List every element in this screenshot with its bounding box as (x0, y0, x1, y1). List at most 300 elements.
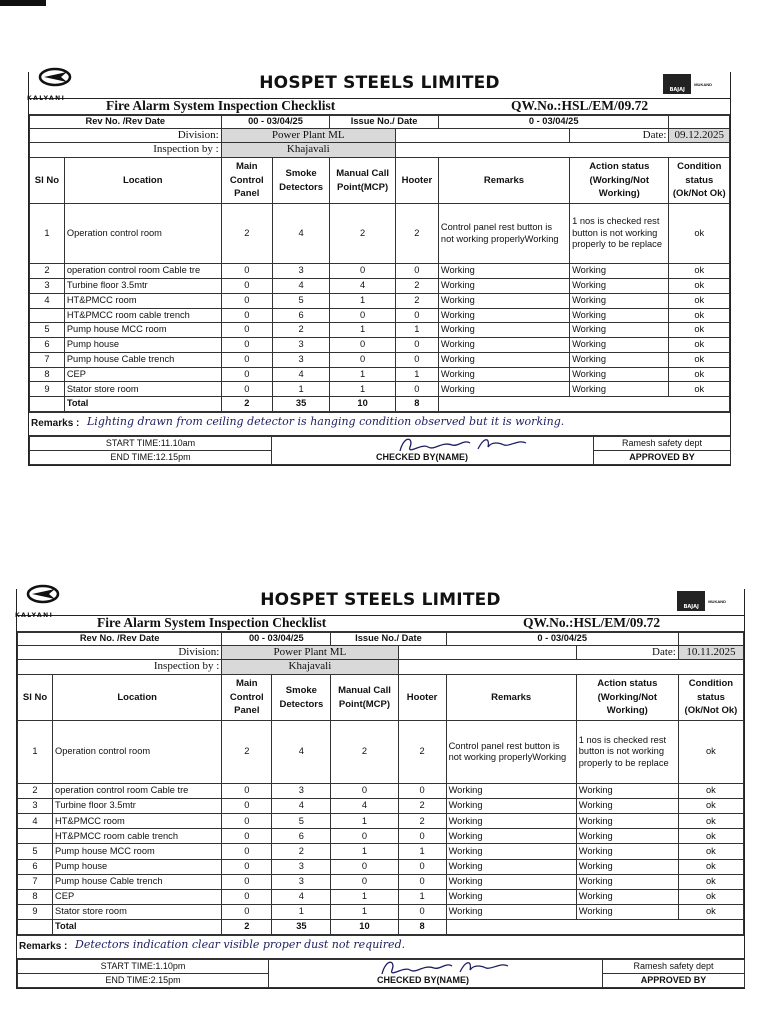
row-main-control-panel: 0 (222, 889, 272, 904)
row-smoke-detectors: 4 (272, 367, 329, 382)
row-smoke-detectors: 1 (272, 382, 329, 397)
row-smoke-detectors: 4 (272, 204, 329, 264)
table-row (30, 338, 730, 353)
row-smoke-detectors: 3 (272, 874, 331, 889)
signoff-table (17, 959, 745, 988)
inspection-table (17, 632, 744, 935)
rev-row-blank (678, 633, 743, 646)
row-sl-no: 1 (30, 204, 65, 264)
row-smoke-detectors: 6 (272, 829, 331, 844)
row-remarks: Working (438, 352, 569, 367)
row-action-status: Working (576, 799, 678, 814)
row-smoke-detectors: 4 (272, 799, 331, 814)
table-row (30, 323, 730, 338)
row-remarks: Working (438, 308, 569, 323)
row-location: operation control room Cable tre (64, 264, 221, 279)
approved-by-label: APPROVED BY (594, 451, 731, 465)
column-header-sl: Sl No (18, 675, 53, 721)
row-main-control-panel: 0 (221, 278, 272, 293)
issue-value: 0 - 03/04/25 (438, 116, 669, 129)
row-hooter: 2 (395, 293, 438, 308)
row-smoke-detectors: 3 (272, 784, 331, 799)
row-hooter: 0 (398, 784, 446, 799)
row-hooter: 0 (395, 264, 438, 279)
start-time: START TIME:11.10am (30, 437, 272, 451)
row-manual-call-point: 1 (331, 814, 398, 829)
row-sl-no: 1 (18, 721, 53, 784)
row-hooter: 0 (398, 859, 446, 874)
division-row (18, 645, 744, 660)
table-row (18, 859, 744, 874)
inspection-by-row (30, 143, 730, 158)
approver-name: Ramesh safety dept (603, 960, 745, 974)
row-main-control-panel: 0 (221, 352, 272, 367)
row-manual-call-point: 2 (330, 204, 396, 264)
row-main-control-panel: 0 (221, 338, 272, 353)
checked-by-label: CHECKED BY(NAME) (377, 974, 469, 985)
row-manual-call-point: 1 (331, 844, 398, 859)
title-row (29, 99, 730, 115)
row-main-control-panel: 0 (222, 904, 272, 919)
row-action-status: 1 nos is checked rest button is not working properly to be replace (576, 721, 678, 784)
row-condition-status: ok (669, 308, 730, 323)
row-remarks: Working (446, 859, 576, 874)
column-header-sl: Sl No (30, 158, 65, 204)
row-action-status: Working (570, 382, 669, 397)
total-smoke-detectors: 35 (272, 919, 331, 934)
row-main-control-panel: 0 (221, 367, 272, 382)
row-hooter: 0 (398, 904, 446, 919)
row-manual-call-point: 1 (331, 904, 398, 919)
row-sl-no: 6 (30, 338, 65, 353)
column-header-action: Action status (Working/Not Working) (576, 675, 678, 721)
total-manual-call-point: 10 (330, 397, 396, 412)
inspection-by-value: Khajavali (222, 660, 398, 675)
row-smoke-detectors: 3 (272, 859, 331, 874)
row-smoke-detectors: 4 (272, 721, 331, 784)
table-row (30, 204, 730, 264)
column-header-smoke: Smoke Detectors (272, 675, 331, 721)
column-header-smoke: Smoke Detectors (272, 158, 329, 204)
total-smoke-detectors: 35 (272, 397, 329, 412)
row-manual-call-point: 0 (331, 874, 398, 889)
division-label: Division: (30, 128, 222, 143)
table-row (18, 829, 744, 844)
row-manual-call-point: 0 (330, 338, 396, 353)
row-main-control-panel: 0 (221, 308, 272, 323)
row-condition-status: ok (678, 799, 743, 814)
row-hooter: 0 (395, 382, 438, 397)
remarks-section (17, 935, 744, 959)
column-header-location: Location (53, 675, 222, 721)
row-action-status: Working (576, 889, 678, 904)
qw-number: QW.No.:HSL/EM/09.72 (511, 98, 649, 113)
company-name: HOSPET STEELS LIMITED (260, 590, 501, 610)
row-location: Pump house (64, 338, 221, 353)
row-hooter: 2 (398, 814, 446, 829)
row-hooter: 1 (395, 367, 438, 382)
date-value: 10.11.2025 (678, 645, 743, 660)
row-main-control-panel: 2 (222, 721, 272, 784)
inspection-table (29, 115, 730, 412)
row-location: CEP (53, 889, 222, 904)
row-main-control-panel: 0 (221, 382, 272, 397)
column-header-condition: Condition status (Ok/Not Ok) (669, 158, 730, 204)
form-title: Fire Alarm System Inspection Checklist (97, 615, 327, 630)
row-condition-status: ok (678, 904, 743, 919)
division-row-blank (395, 128, 569, 143)
row-smoke-detectors: 2 (272, 844, 331, 859)
row-location: Pump house Cable trench (64, 352, 221, 367)
row-main-control-panel: 0 (222, 784, 272, 799)
row-remarks: Working (438, 338, 569, 353)
row-action-status: Working (570, 323, 669, 338)
row-main-control-panel: 0 (222, 844, 272, 859)
bajaj-logo-text: BAJAJ (677, 591, 705, 611)
row-smoke-detectors: 5 (272, 293, 329, 308)
row-main-control-panel: 0 (222, 874, 272, 889)
row-action-status: Working (576, 829, 678, 844)
signoff-table (29, 436, 731, 465)
row-hooter: 0 (398, 829, 446, 844)
table-row (30, 278, 730, 293)
row-hooter: 0 (395, 352, 438, 367)
bajaj-logo-text: BAJAJ (663, 74, 691, 94)
row-action-status: Working (570, 264, 669, 279)
table-row (30, 367, 730, 382)
title-row (17, 616, 744, 632)
row-hooter: 2 (395, 278, 438, 293)
total-label: Total (64, 397, 221, 412)
row-location: HT&PMCC room cable trench (64, 308, 221, 323)
table-row (18, 889, 744, 904)
row-sl-no: 2 (30, 264, 65, 279)
row-hooter: 2 (395, 204, 438, 264)
column-header-row (18, 675, 744, 721)
mukand-logo-text: MUKAND (694, 81, 712, 87)
row-condition-status: ok (669, 293, 730, 308)
column-header-condition: Condition status (Ok/Not Ok) (678, 675, 743, 721)
bajaj-logo (663, 74, 712, 94)
row-manual-call-point: 1 (330, 293, 396, 308)
table-row (18, 844, 744, 859)
row-smoke-detectors: 2 (272, 323, 329, 338)
row-sl-no: 9 (18, 904, 53, 919)
row-manual-call-point: 0 (330, 308, 396, 323)
table-row (18, 784, 744, 799)
handwritten-remarks: Detectors indication clear visible proper dust not required. (75, 938, 406, 952)
row-condition-status: ok (669, 204, 730, 264)
column-header-manual: Manual Call Point(MCP) (330, 158, 396, 204)
row-location: Pump house MCC room (64, 323, 221, 338)
row-condition-status: ok (669, 338, 730, 353)
checklist-sheet-1 (28, 72, 731, 466)
row-sl-no: 3 (30, 278, 65, 293)
total-row-blank (18, 919, 53, 934)
total-row-blank (30, 397, 65, 412)
end-time: END TIME:12.15pm (30, 451, 272, 465)
row-condition-status: ok (678, 889, 743, 904)
table-row (30, 382, 730, 397)
table-row (18, 904, 744, 919)
row-action-status: Working (576, 874, 678, 889)
total-row-blank-2 (438, 397, 729, 412)
table-row (30, 264, 730, 279)
row-manual-call-point: 0 (331, 784, 398, 799)
issue-label: Issue No./ Date (330, 116, 439, 129)
row-action-status: Working (570, 338, 669, 353)
handwritten-remarks: Lighting drawn from ceiling detector is hanging condition observed but it is working. (87, 415, 565, 429)
row-location: Pump house Cable trench (53, 874, 222, 889)
rev-label: Rev No. /Rev Date (18, 633, 222, 646)
bajaj-logo (677, 591, 726, 611)
row-manual-call-point: 0 (331, 859, 398, 874)
row-sl-no: 8 (30, 367, 65, 382)
row-remarks: Working (446, 889, 576, 904)
division-value: Power Plant ML (221, 128, 395, 143)
total-label: Total (53, 919, 222, 934)
row-location: HT&PMCC room cable trench (53, 829, 222, 844)
row-manual-call-point: 1 (330, 367, 396, 382)
row-action-status: Working (570, 278, 669, 293)
row-smoke-detectors: 5 (272, 814, 331, 829)
total-row (30, 397, 730, 412)
row-action-status: 1 nos is checked rest button is not working properly to be replace (570, 204, 669, 264)
column-header-hooter: Hooter (395, 158, 438, 204)
row-manual-call-point: 1 (331, 889, 398, 904)
row-hooter: 1 (398, 844, 446, 859)
row-remarks: Working (438, 264, 569, 279)
total-row-blank-2 (446, 919, 743, 934)
row-condition-status: ok (669, 264, 730, 279)
row-location: Pump house MCC room (53, 844, 222, 859)
row-main-control-panel: 0 (221, 264, 272, 279)
row-smoke-detectors: 4 (272, 278, 329, 293)
inspection-row-blank (395, 143, 729, 158)
company-name: HOSPET STEELS LIMITED (259, 73, 500, 93)
row-remarks: Working (446, 829, 576, 844)
issue-value: 0 - 03/04/25 (446, 633, 678, 646)
table-row (30, 308, 730, 323)
checked-by-label: CHECKED BY(NAME) (376, 451, 468, 462)
column-header-manual: Manual Call Point(MCP) (331, 675, 398, 721)
rev-row (30, 116, 730, 129)
row-action-status: Working (570, 293, 669, 308)
remarks-label: Remarks : (19, 941, 68, 953)
row-sl-no (18, 829, 53, 844)
column-header-mcp-panel: Main Control Panel (221, 158, 272, 204)
row-sl-no: 8 (18, 889, 53, 904)
row-remarks: Working (446, 799, 576, 814)
row-remarks: Working (438, 323, 569, 338)
issue-label: Issue No./ Date (331, 633, 446, 646)
mukand-logo-text: MUKAND (708, 598, 726, 604)
row-manual-call-point: 1 (330, 323, 396, 338)
row-action-status: Working (576, 844, 678, 859)
row-manual-call-point: 0 (331, 829, 398, 844)
row-hooter: 0 (398, 874, 446, 889)
division-label: Division: (18, 645, 222, 660)
remarks-section (29, 412, 730, 436)
column-header-remarks: Remarks (446, 675, 576, 721)
column-header-hooter: Hooter (398, 675, 446, 721)
row-hooter: 2 (398, 721, 446, 784)
row-action-status: Working (570, 367, 669, 382)
table-row (30, 352, 730, 367)
row-location: Turbine floor 3.5mtr (53, 799, 222, 814)
row-location: Stator store room (64, 382, 221, 397)
row-remarks: Working (438, 367, 569, 382)
row-manual-call-point: 0 (330, 352, 396, 367)
row-action-status: Working (570, 308, 669, 323)
row-hooter: 2 (398, 799, 446, 814)
date-label: Date: (570, 128, 669, 143)
division-row-blank (398, 645, 576, 660)
row-action-status: Working (576, 904, 678, 919)
row-action-status: Working (576, 814, 678, 829)
row-sl-no (30, 308, 65, 323)
row-sl-no: 9 (30, 382, 65, 397)
row-main-control-panel: 0 (222, 859, 272, 874)
row-remarks: Control panel rest button is not working properlyWorking (438, 204, 569, 264)
row-smoke-detectors: 4 (272, 889, 331, 904)
date-value: 09.12.2025 (669, 128, 730, 143)
row-sl-no: 2 (18, 784, 53, 799)
row-condition-status: ok (669, 352, 730, 367)
row-hooter: 0 (395, 338, 438, 353)
inspection-by-row (18, 660, 744, 675)
row-location: Operation control room (64, 204, 221, 264)
row-sl-no: 5 (18, 844, 53, 859)
table-row (18, 799, 744, 814)
row-location: Turbine floor 3.5mtr (64, 278, 221, 293)
row-main-control-panel: 0 (222, 799, 272, 814)
kalyani-logo-text: KALYANI (27, 95, 66, 102)
table-row (18, 814, 744, 829)
row-hooter: 1 (398, 889, 446, 904)
row-remarks: Working (438, 278, 569, 293)
row-location: HT&PMCC room (64, 293, 221, 308)
signoff-row-1 (18, 960, 745, 974)
row-smoke-detectors: 3 (272, 352, 329, 367)
row-sl-no: 6 (18, 859, 53, 874)
row-smoke-detectors: 3 (272, 338, 329, 353)
row-hooter: 1 (395, 323, 438, 338)
row-condition-status: ok (678, 829, 743, 844)
row-remarks: Working (438, 382, 569, 397)
total-main-control-panel: 2 (222, 919, 272, 934)
column-header-mcp-panel: Main Control Panel (222, 675, 272, 721)
row-action-status: Working (570, 352, 669, 367)
scan-corner-mark (0, 0, 46, 6)
date-label: Date: (576, 645, 678, 660)
row-manual-call-point: 4 (330, 278, 396, 293)
rev-row-blank (669, 116, 730, 129)
row-sl-no: 4 (30, 293, 65, 308)
row-remarks: Working (446, 784, 576, 799)
row-smoke-detectors: 1 (272, 904, 331, 919)
row-manual-call-point: 1 (330, 382, 396, 397)
row-main-control-panel: 0 (221, 323, 272, 338)
row-main-control-panel: 0 (221, 293, 272, 308)
checklist-sheet-2 (16, 589, 745, 989)
division-row (30, 128, 730, 143)
total-row (18, 919, 744, 934)
row-location: Operation control room (53, 721, 222, 784)
row-condition-status: ok (669, 323, 730, 338)
row-condition-status: ok (678, 859, 743, 874)
inspection-by-value: Khajavali (221, 143, 395, 158)
row-location: operation control room Cable tre (53, 784, 222, 799)
inspection-row-blank (398, 660, 744, 675)
start-time: START TIME:1.10pm (18, 960, 269, 974)
sheet-header (15, 589, 744, 619)
table-row (30, 293, 730, 308)
column-header-remarks: Remarks (438, 158, 569, 204)
column-header-row (30, 158, 730, 204)
row-location: CEP (64, 367, 221, 382)
total-hooter: 8 (398, 919, 446, 934)
row-remarks: Working (446, 904, 576, 919)
signature-cell (272, 437, 594, 465)
row-main-control-panel: 0 (222, 814, 272, 829)
row-condition-status: ok (669, 278, 730, 293)
rev-label: Rev No. /Rev Date (30, 116, 222, 129)
kalyani-logo-text: KALYANI (15, 612, 54, 619)
approved-by-label: APPROVED BY (603, 974, 745, 988)
remarks-label: Remarks : (31, 418, 80, 430)
signature-cell (269, 960, 603, 988)
qw-number: QW.No.:HSL/EM/09.72 (523, 615, 661, 630)
row-remarks: Working (446, 844, 576, 859)
total-hooter: 8 (395, 397, 438, 412)
inspection-by-label: Inspection by : (30, 143, 222, 158)
total-main-control-panel: 2 (221, 397, 272, 412)
sheet-header (27, 72, 730, 102)
row-condition-status: ok (669, 382, 730, 397)
approver-name: Ramesh safety dept (594, 437, 731, 451)
inspection-by-label: Inspection by : (18, 660, 222, 675)
row-main-control-panel: 0 (222, 829, 272, 844)
row-condition-status: ok (678, 721, 743, 784)
column-header-action: Action status (Working/Not Working) (570, 158, 669, 204)
row-hooter: 0 (395, 308, 438, 323)
row-sl-no: 4 (18, 814, 53, 829)
row-condition-status: ok (678, 784, 743, 799)
form-title: Fire Alarm System Inspection Checklist (106, 98, 336, 113)
end-time: END TIME:2.15pm (18, 974, 269, 988)
table-row (18, 874, 744, 889)
total-manual-call-point: 10 (331, 919, 398, 934)
row-remarks: Working (446, 874, 576, 889)
row-location: Pump house (53, 859, 222, 874)
rev-row (18, 633, 744, 646)
row-sl-no: 7 (30, 352, 65, 367)
row-action-status: Working (576, 784, 678, 799)
rev-value: 00 - 03/04/25 (222, 633, 331, 646)
rev-value: 00 - 03/04/25 (221, 116, 330, 129)
row-smoke-detectors: 3 (272, 264, 329, 279)
row-condition-status: ok (678, 874, 743, 889)
row-sl-no: 3 (18, 799, 53, 814)
row-manual-call-point: 4 (331, 799, 398, 814)
signoff-row-1 (30, 437, 731, 451)
row-remarks: Working (438, 293, 569, 308)
row-condition-status: ok (669, 367, 730, 382)
row-location: HT&PMCC room (53, 814, 222, 829)
row-remarks: Working (446, 814, 576, 829)
row-manual-call-point: 2 (331, 721, 398, 784)
